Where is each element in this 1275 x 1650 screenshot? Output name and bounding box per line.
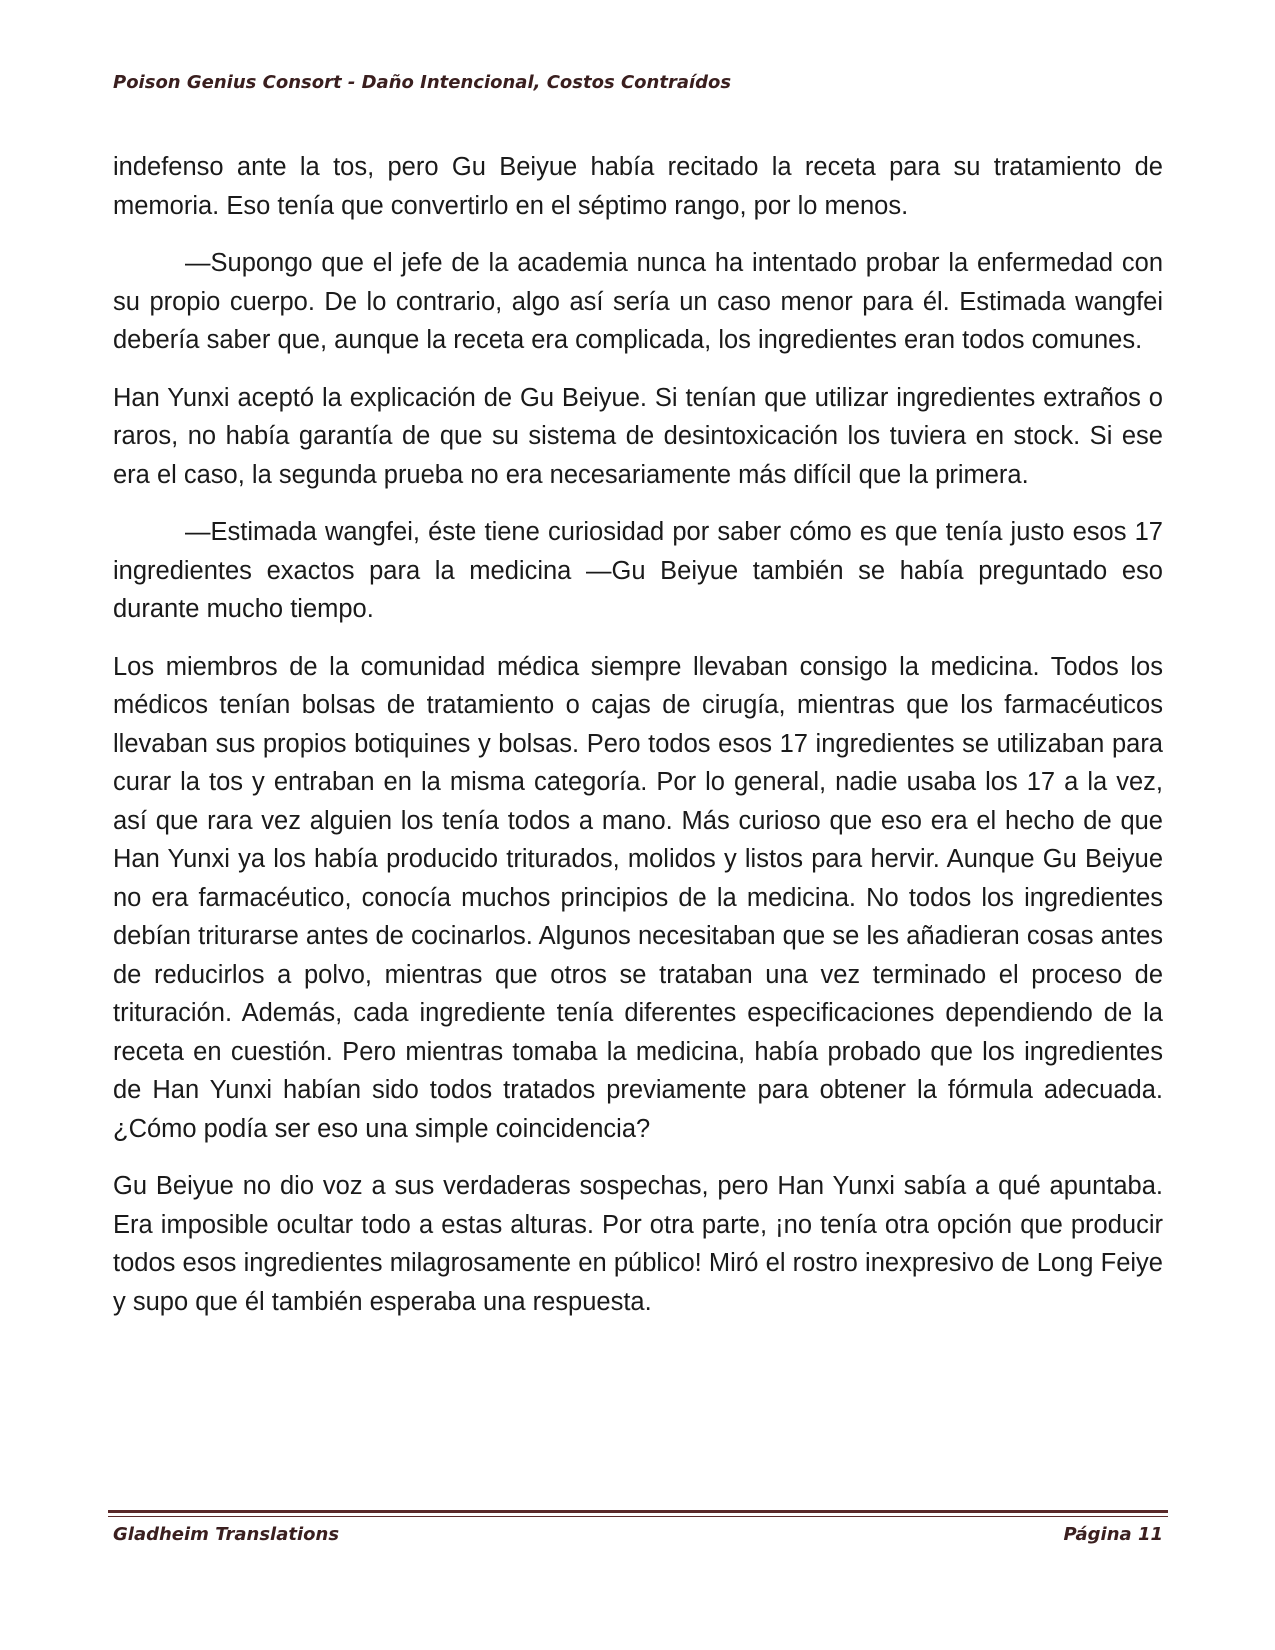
- page-body: [113, 148, 1163, 1321]
- footer-divider-thick: [108, 1510, 1168, 1513]
- paragraph-2: —Supongo que el jefe de la academia nunca ha intentado probar la enfermedad con su propio cuerpo. De lo contrario, algo así sería un caso menor para él. Estimada wangfei debería saber que, aunque la receta era complicada, los ingredientes eran todos comunes.: [113, 249, 1163, 354]
- footer-page-number: Página 11: [1063, 1524, 1163, 1545]
- footer-divider-thin: [108, 1516, 1168, 1517]
- paragraph-4: —Estimada wangfei, éste tiene curiosidad por saber cómo es que tenía justo esos 17 ingredientes exactos para la medicina —Gu Beiyue también se había preguntado eso durante mucho tiempo.: [113, 518, 1163, 623]
- paragraph-1: indefenso ante la tos, pero Gu Beiyue había recitado la receta para su tratamiento de memoria. Eso tenía que convertirlo en el séptimo rango, por lo menos.: [113, 153, 1163, 220]
- paragraph-5: Los miembros de la comunidad médica siempre llevaban consigo la medicina. Todos los médicos tenían bolsas de tratamiento o cajas de cirugía, mientras que los farmacéuticos llevaban sus propios botiquines y bolsas. Pero todos esos 17 ingredientes se utilizaban para curar la tos y entraban en la misma categoría. Por lo general, nadie usaba los 17 a la vez, así que rara vez alguien los tenía todos a mano. Más curioso que eso era el hecho de que Han Yunxi ya los había producido triturados, molidos y listos para hervir. Aunque Gu Beiyue no era farmacéutico, conocía muchos principios de la medicina. No todos los ingredientes debían triturarse antes de cocinarlos. Algunos necesitaban que se les añadieran cosas antes de reducirlos a polvo, mientras que otros se trataban una vez terminado el proceso de trituración. Además, cada ingrediente tenía diferentes especificaciones dependiendo de la receta en cuestión. Pero mientras tomaba la medicina, había probado que los ingredientes de Han Yunxi habían sido todos tratados previamente para obtener la fórmula adecuada. ¿Cómo podía ser eso una simple coincidencia?: [113, 652, 1163, 1143]
- footer-translator: Gladheim Translations: [113, 1524, 340, 1545]
- paragraph-6: Gu Beiyue no dio voz a sus verdaderas sospechas, pero Han Yunxi sabía a qué apuntaba. Era imposible ocultar todo a estas alturas. Por otra parte, ¡no tenía otra opción que producir todos esos ingredientes milagrosamente en público! Miró el rostro inexpresivo de Long Feiye y supo que él también esperaba una respuesta.: [113, 1172, 1163, 1316]
- running-header: Poison Genius Consort - Daño Intencional, Costos Contraídos: [113, 72, 732, 93]
- paragraph-3: Han Yunxi aceptó la explicación de Gu Beiyue. Si tenían que utilizar ingredientes extraños o raros, no había garantía de que su sistema de desintoxicación los tuviera en stock. Si ese era el caso, la segunda prueba no era necesariamente más difícil que la primera.: [113, 383, 1163, 489]
